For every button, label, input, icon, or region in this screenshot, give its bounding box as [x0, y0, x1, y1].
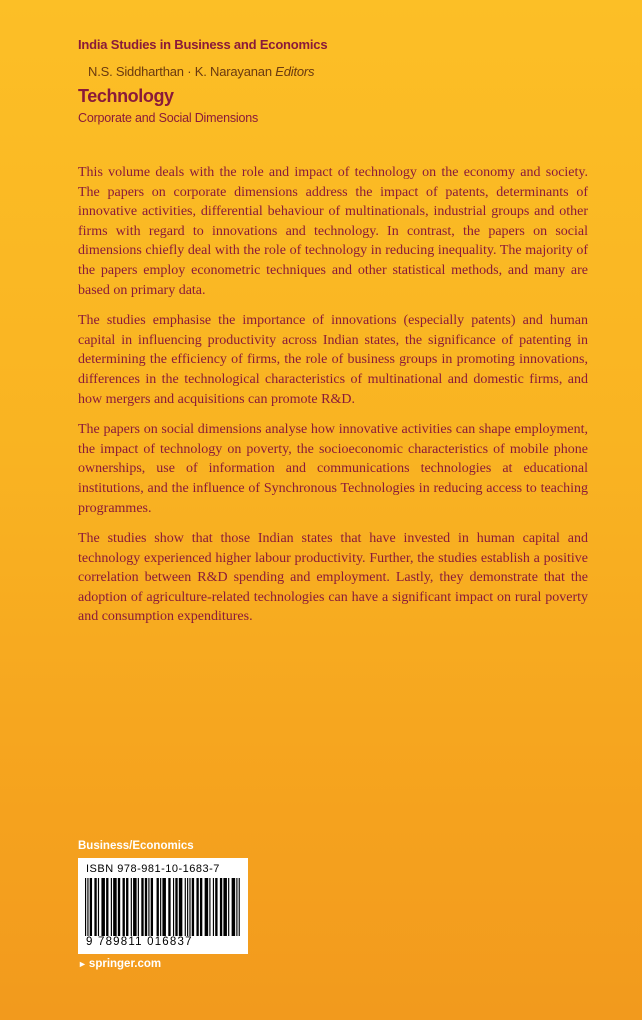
- book-subtitle: Corporate and Social Dimensions: [78, 111, 259, 125]
- description-paragraph-3: The papers on social dimensions analyse how innovative activities can shape employment, the impact of technology on poverty, the socioeconomic characteristics of mobile phone ownerships, use of information and communications technologies at educational institutions, and the influence of Synchronous Technologies in reducing access to teaching programmes.: [78, 422, 588, 516]
- isbn-number: ISBN 978-981-10-1683-7: [86, 863, 220, 875]
- website-label: springer.com: [88, 958, 162, 970]
- publisher-website[interactable]: [78, 958, 161, 970]
- description-paragraph-2: The studies emphasise the importance of innovations (especially patents) and human capital in influencing productivity across Indian states, the significance of patenting in determining the efficiency of firms, the role of business groups in promoting innovations, differences in the technological characteristics of multinational and domestic firms, and how mergers and acquisitions can promote R&D.: [78, 313, 588, 407]
- editors-line: [88, 64, 314, 79]
- editor-names: N.S. Siddharthan · K. Narayanan: [88, 64, 272, 79]
- barcode-icon: [85, 878, 241, 936]
- series-title: India Studies in Business and Economics: [78, 37, 328, 52]
- book-description: [78, 163, 588, 638]
- description-paragraph-4: The studies show that those Indian states that have invested in human capital and technology experienced higher labour productivity. Further, the studies establish a positive correlation between R&D spending and employment. Lastly, they demonstrate that the adoption of agriculture-related technologies can have a significant impact on rural poverty and consumption expenditures.: [78, 531, 588, 625]
- description-paragraph-1: This volume deals with the role and impact of technology on the economy and society. The papers on corporate dimensions address the impact of patents, determinants of innovative activities, differential behaviour of multinationals, industrial groups and other firms with regard to innovations and technology. In contrast, the papers on social dimensions chiefly deal with the role of technology in reducing inequality. The majority of the papers employ econometric techniques and other statistical methods, and many are based on primary data.: [78, 165, 588, 298]
- isbn-barcode: [78, 858, 248, 954]
- ean-number: 9 789811 016837: [86, 936, 193, 948]
- editors-role: Editors: [275, 64, 315, 79]
- book-title: Technology: [78, 86, 174, 106]
- subject-category: Business/Economics: [78, 840, 194, 852]
- arrow-right-icon: ►: [78, 959, 87, 969]
